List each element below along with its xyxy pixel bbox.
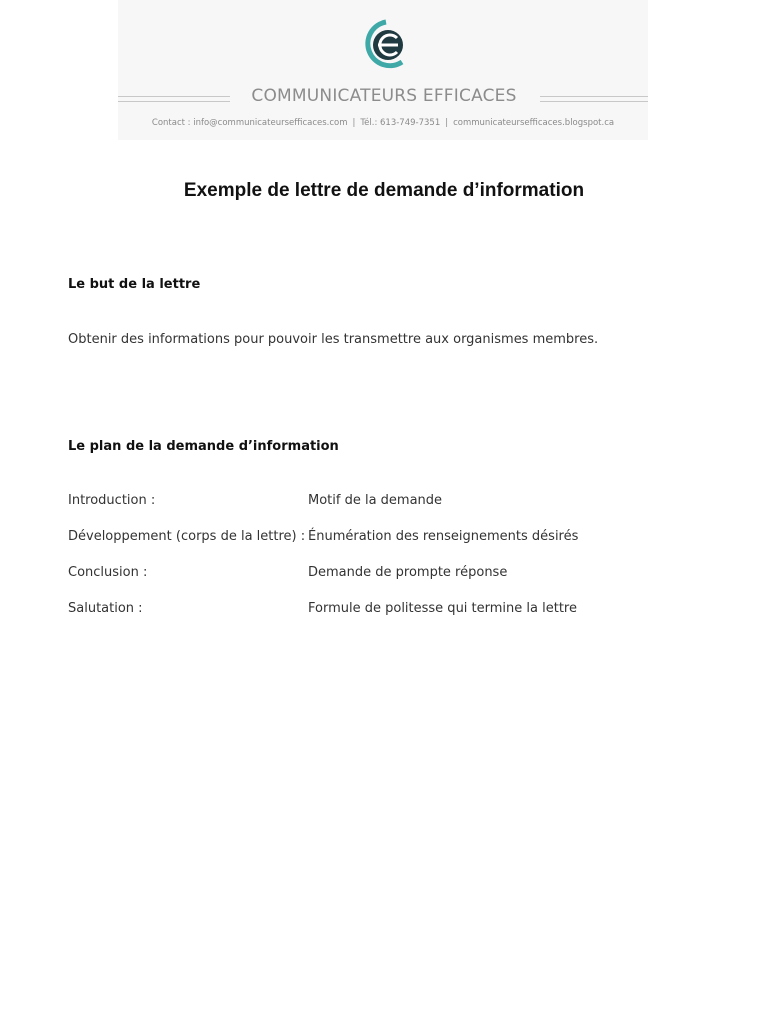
document-title: Exemple de lettre de demande d’information xyxy=(183,180,585,201)
purpose-text: Obtenir des informations pour pouvoir les transmettre aux organismes membres. xyxy=(68,332,599,347)
contact-line xyxy=(118,118,648,128)
plan-value: Énumération des renseignements désirés xyxy=(308,529,579,544)
plan-label: Introduction : xyxy=(68,493,156,508)
blog-link[interactable]: communicateursefficaces.blogspot.ca xyxy=(453,118,615,128)
contact-separator: | xyxy=(352,118,356,128)
header-rule-right xyxy=(540,96,648,102)
plan-row-developpement xyxy=(68,529,708,549)
plan-heading: Le plan de la demande d’information xyxy=(68,439,339,454)
plan-value: Formule de politesse qui termine la lettre xyxy=(308,601,577,616)
plan-label: Salutation : xyxy=(68,601,143,616)
plan-row-salutation xyxy=(68,601,708,621)
plan-row-introduction xyxy=(68,493,708,513)
contact-email[interactable]: Contact : info@communicateursefficaces.com xyxy=(151,118,348,128)
plan-value: Motif de la demande xyxy=(308,493,443,508)
plan-label: Conclusion : xyxy=(68,565,148,580)
brand-name: COMMUNICATEURS EFFICACES xyxy=(251,86,517,106)
ce-logo-icon xyxy=(362,18,410,70)
contact-phone: Tél.: 613-749-7351 xyxy=(360,118,441,128)
plan-value: Demande de prompte réponse xyxy=(308,565,508,580)
contact-separator: | xyxy=(445,118,449,128)
purpose-heading: Le but de la lettre xyxy=(68,277,201,292)
header-rule-left xyxy=(118,96,230,102)
plan-row-conclusion xyxy=(68,565,708,585)
plan-label: Développement (corps de la lettre) : xyxy=(68,529,306,544)
